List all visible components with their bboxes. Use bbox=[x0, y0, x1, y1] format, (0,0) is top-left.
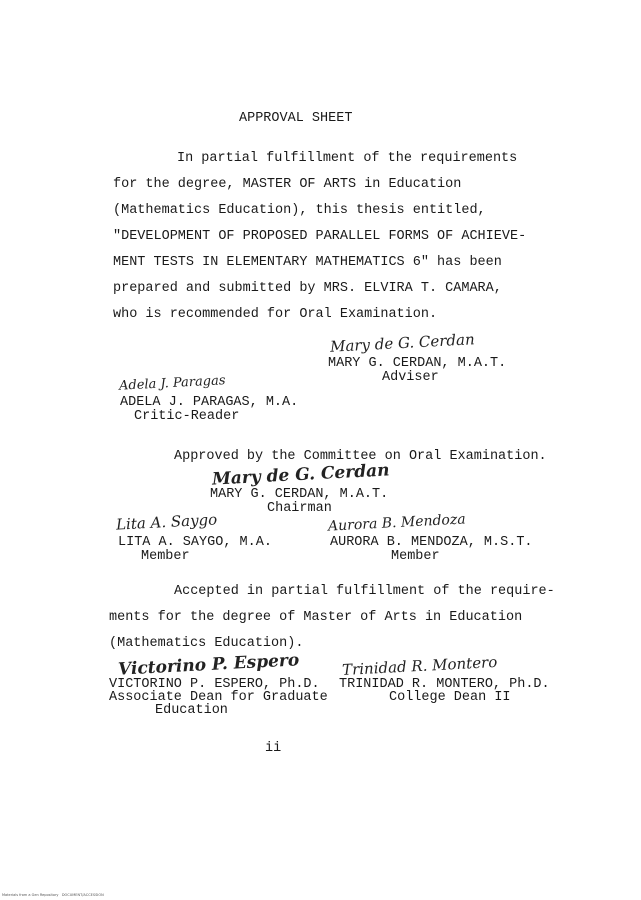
chairman-signature: Mary de G. Cerdan bbox=[211, 460, 390, 490]
member1-signature: Lita A. Saygo bbox=[115, 510, 218, 534]
college-dean-signature: Trinidad R. Montero bbox=[341, 652, 498, 680]
committee-line: Approved by the Committee on Oral Examination. bbox=[174, 449, 547, 464]
adviser-name: MARY G. CERDAN, M.A.T. bbox=[328, 356, 507, 371]
accepted-line: Accepted in partial fulfillment of the require- bbox=[174, 584, 555, 599]
chairman-name: MARY G. CERDAN, M.A.T. bbox=[210, 487, 389, 502]
page-number: ii bbox=[265, 741, 282, 756]
adviser-signature: Mary de G. Cerdan bbox=[329, 330, 476, 356]
accepted-line: (Mathematics Education). bbox=[109, 636, 304, 651]
member1-name: LITA A. SAYGO, M.A. bbox=[118, 535, 272, 550]
member2-signature: Aurora B. Mendoza bbox=[327, 511, 467, 535]
intro-line: In partial fulfillment of the requirements bbox=[177, 151, 518, 166]
intro-line: who is recommended for Oral Examination. bbox=[113, 307, 438, 322]
critic-reader-name: ADELA J. PARAGAS, M.A. bbox=[120, 395, 299, 410]
adviser-role: Adviser bbox=[382, 370, 439, 385]
chairman-role: Chairman bbox=[267, 501, 332, 516]
associate-dean-role: Associate Dean for Graduate bbox=[109, 690, 328, 705]
member2-name: AURORA B. MENDOZA, M.S.T. bbox=[330, 535, 533, 550]
associate-dean-signature: Victorino P. Espero bbox=[117, 650, 300, 680]
intro-line: (Mathematics Education), this thesis entitled, bbox=[113, 203, 486, 218]
intro-line: prepared and submitted by MRS. ELVIRA T. CAMARA, bbox=[113, 281, 502, 296]
critic-reader-role: Critic-Reader bbox=[134, 409, 240, 424]
page-title: APPROVAL SHEET bbox=[239, 111, 353, 126]
intro-line: "DEVELOPMENT OF PROPOSED PARALLEL FORMS OF ACHIEVE- bbox=[113, 229, 527, 244]
college-dean-role: College Dean II bbox=[389, 690, 511, 705]
intro-line: for the degree, MASTER OF ARTS in Education bbox=[113, 177, 462, 192]
edge-text: Materials from a Gen Repository DOCUMENT/ACCESSION bbox=[2, 893, 104, 897]
accepted-line: ments for the degree of Master of Arts in Education bbox=[109, 610, 523, 625]
associate-dean-role-cont: Education bbox=[155, 703, 228, 718]
college-dean-name: TRINIDAD R. MONTERO, Ph.D. bbox=[339, 677, 550, 692]
member1-role: Member bbox=[141, 549, 190, 564]
intro-line: MENT TESTS IN ELEMENTARY MATHEMATICS 6" has been bbox=[113, 255, 502, 270]
associate-dean-name: VICTORINO P. ESPERO, Ph.D. bbox=[109, 677, 320, 692]
member2-role: Member bbox=[391, 549, 440, 564]
critic-reader-signature: Adela J. Paragas bbox=[118, 373, 226, 394]
